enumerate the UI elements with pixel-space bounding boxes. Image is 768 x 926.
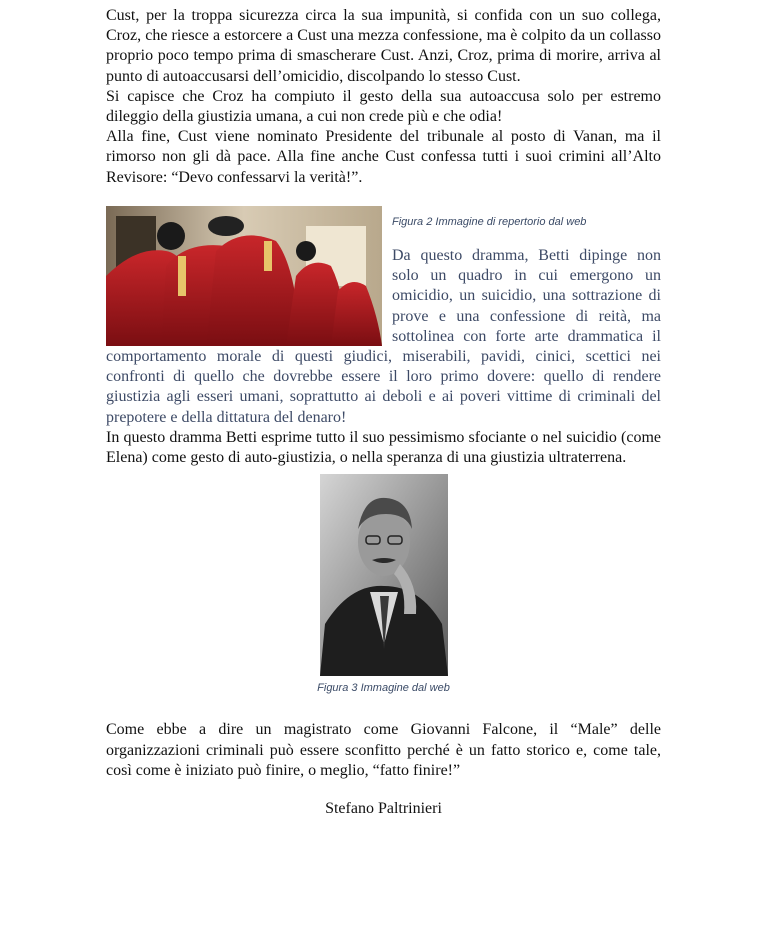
paragraph-falcone: Come ebbe a dire un magistrato come Giovanni Falcone, il “Male” delle organizzazioni criminali può essere sconfitto perché è un fatto storico e, come tale, così come è iniziato può finire, o meglio, “fatto finire!” [106, 721, 661, 779]
judges-photo [106, 206, 382, 346]
figure-3-caption: Figura 3 Immagine dal web [317, 682, 450, 695]
paragraph-analysis: Da questo dramma, Betti dipinge non solo un quadro in cui emergono un omicidio, un suicidio, una sottrazione di prove e una confessione di reità, ma sottolinea con forte arte drammatica il comportamento morale di questi giudici, miserabili, pavidi, cinici, scettici nei confronti di quello che dovrebbe essere il loro primo dovere: quello di rendere giustizia agli esseri umani, soprattutto ai deboli e ai poveri vittime di criminali del prepotere e della dittatura del denaro! [106, 247, 661, 426]
falcone-figure [106, 474, 661, 698]
paragraph-croz: Si capisce che Croz ha compiuto il gesto della sua autoaccusa solo per estremo dileggio della giustizia umana, a cui non crede più e che odia! [106, 87, 661, 126]
paragraph-ending: Alla fine, Cust viene nominato Presidente del tribunale al posto di Vanan, ma il rimorso non gli dà pace. Alla fine anche Cust confessa tutti i suoi crimini all’Alto Revisore: “Devo confessarvi la verità!”. [106, 128, 661, 186]
judges-photo-image [106, 206, 382, 346]
paragraph-plot: Cust, per la troppa sicurezza circa la sua impunità, si confida con un suo collega, Croz, che riesce a estorcere a Cust una mezza confessione, ma è colpito da un collasso proprio poco tempo prima di smascherare Cust. Anzi, Croz, prima di morire, arriva al punto di autoaccusarsi dell’omicidio, discolpando lo stesso Cust. [106, 7, 661, 85]
falcone-photo [320, 474, 448, 676]
document-page [106, 6, 661, 835]
falcone-photo-image [320, 474, 448, 676]
paragraph-pessimism: In questo dramma Betti esprime tutto il suo pessimismo sfociante o nel suicidio (come Elena) come gesto di auto-giustizia, o nella speranza di una giustizia ultraterrena. [106, 428, 661, 467]
figure-2-caption: Figura 2 Immagine di repertorio dal web [392, 215, 587, 228]
author-signature: Stefano Paltrinieri [325, 800, 442, 818]
